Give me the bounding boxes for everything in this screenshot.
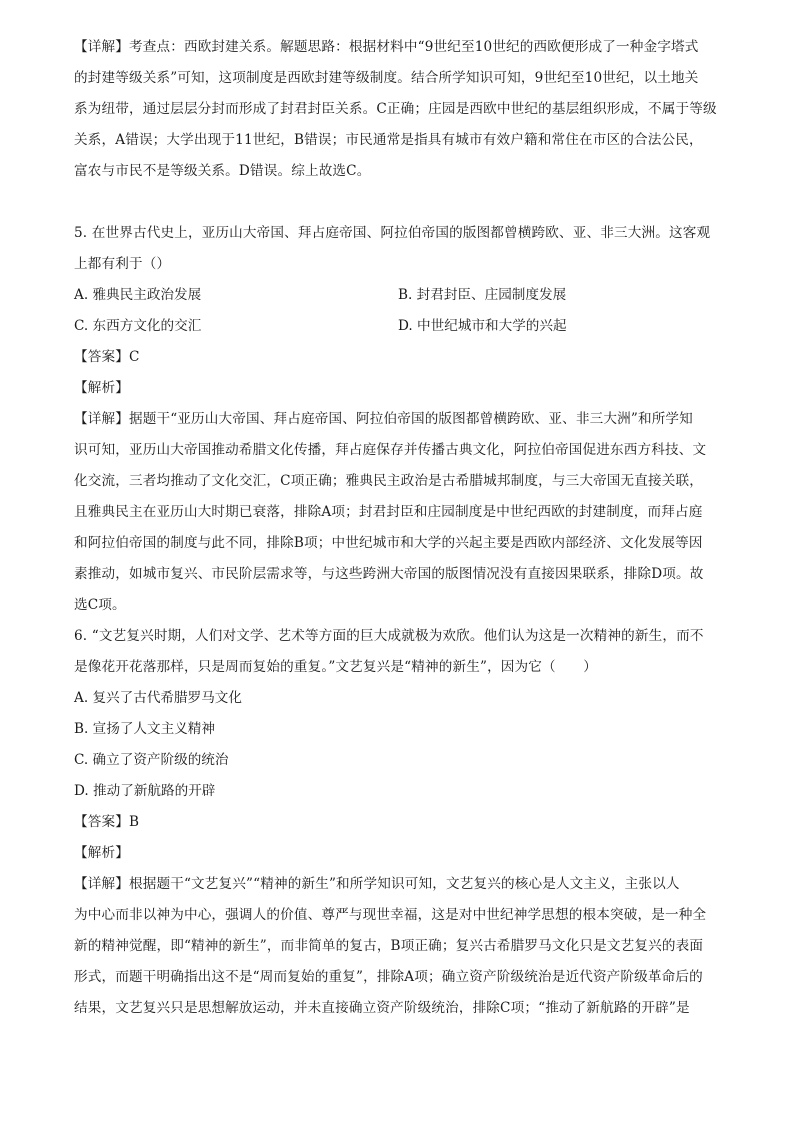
q6-detail-line-5: 结果，文艺复兴只是思想解放运动，并未直接确立资产阶级统治，排除C项；“推动了新航路的开辟”是: [74, 1000, 690, 1016]
q6-detail-line-3: 新的精神觉醒，即“精神的新生”，而非简单的复古，B项正确；复兴古希腊罗马文化只是文艺复兴的表面: [74, 938, 704, 954]
q6-analysis-heading: 【解析】: [74, 845, 129, 861]
q6-stem-line-2: 是像花开花落那样，只是周而复始的重复。”文艺复兴是“精神的新生”，因为它（ ）: [74, 659, 598, 675]
q5-detail-line-7: 选C项。: [74, 597, 126, 613]
q4-detail-line-3: 系为纽带，通过层层分封而形成了封君封臣关系。C正确；庄园是西欧中世纪的基层组织形成，不属于等级: [74, 101, 717, 117]
q6-stem-line-1: 6. “文艺复兴时期，人们对文学、艺术等方面的巨大成就极为欢欣。他们认为这是一次精神的新生，而不: [74, 628, 704, 644]
q6-option-d: D. 推动了新航路的开辟: [74, 783, 216, 799]
q5-detail-line-5: 和阿拉伯帝国的制度与此不同，排除B项；中世纪城市和大学的兴起主要是西欧内部经济、文化发展等因: [74, 535, 703, 551]
q5-option-d: D. 中世纪城市和大学的兴起: [398, 318, 567, 334]
q6-option-a: A. 复兴了古代希腊罗马文化: [74, 690, 242, 706]
q5-stem-line-2: 上都有利于（）: [74, 256, 171, 272]
q5-analysis-heading: 【解析】: [74, 380, 129, 396]
q4-detail-line-4: 关系，A错误；大学出现于11世纪，B错误；市民通常是指具有城市有效户籍和常住在市区的合法公民，: [74, 132, 703, 148]
q6-detail-line-2: 为中心而非以神为中心，强调人的价值、尊严与现世幸福，这是对中世纪神学思想的根本突破，是一种全: [74, 907, 707, 923]
q4-detail-line-1: 【详解】考查点：西欧封建关系。解题思路：根据材料中“9世纪至10世纪的西欧便形成了一种金字塔式: [74, 39, 699, 55]
q6-detail-line-4: 形式，而题干明确指出这不是“周而复始的重复”，排除A项；确立资产阶级统治是近代资产阶级革命后的: [74, 969, 703, 985]
q6-answer: 【答案】B: [74, 814, 140, 830]
q5-detail-line-4: 且雅典民主在亚历山大时期已衰落，排除A项；封君封臣和庄园制度是中世纪西欧的封建制度，而拜占庭: [74, 504, 703, 520]
q6-option-c: C. 确立了资产阶级的统治: [74, 752, 229, 768]
q5-option-b: B. 封君封臣、庄园制度发展: [398, 287, 567, 303]
q6-option-b: B. 宣扬了人文主义精神: [74, 721, 215, 737]
q5-detail-line-6: 素推动，如城市复兴、市民阶层需求等，与这些跨洲大帝国的版图情况没有直接因果联系，排除D项。故: [74, 566, 704, 582]
q4-detail-line-2: 的封建等级关系”可知，这项制度是西欧封建等级制度。结合所学知识可知，9世纪至10世纪，以土地关: [74, 70, 699, 86]
q5-detail-line-2: 识可知，亚历山大帝国推动希腊文化传播，拜占庭保存并传播古典文化，阿拉伯帝国促进东西方科技、文: [74, 442, 707, 458]
q5-answer: 【答案】C: [74, 349, 140, 365]
q5-option-c: C. 东西方文化的交汇: [74, 318, 202, 334]
q5-stem-line-1: 5. 在世界古代史上，亚历山大帝国、拜占庭帝国、阿拉伯帝国的版图都曾横跨欧、亚、非三大洲。这客观: [74, 225, 711, 241]
q5-option-a: A. 雅典民主政治发展: [74, 287, 202, 303]
q5-detail-line-1: 【详解】据题干“亚历山大帝国、拜占庭帝国、阿拉伯帝国的版图都曾横跨欧、亚、非三大洲”和所学知: [74, 411, 693, 427]
q4-detail-line-5: 富农与市民不是等级关系。D错误。综上故选C。: [74, 163, 371, 179]
q6-detail-line-1: 【详解】根据题干“文艺复兴”“精神的新生”和所学知识可知，文艺复兴的核心是人文主义，主张以人: [74, 876, 680, 892]
q5-detail-line-3: 化交流，三者均推动了文化交汇，C项正确；雅典民主政治是古希腊城邦制度，与三大帝国无直接关联，: [74, 473, 704, 489]
